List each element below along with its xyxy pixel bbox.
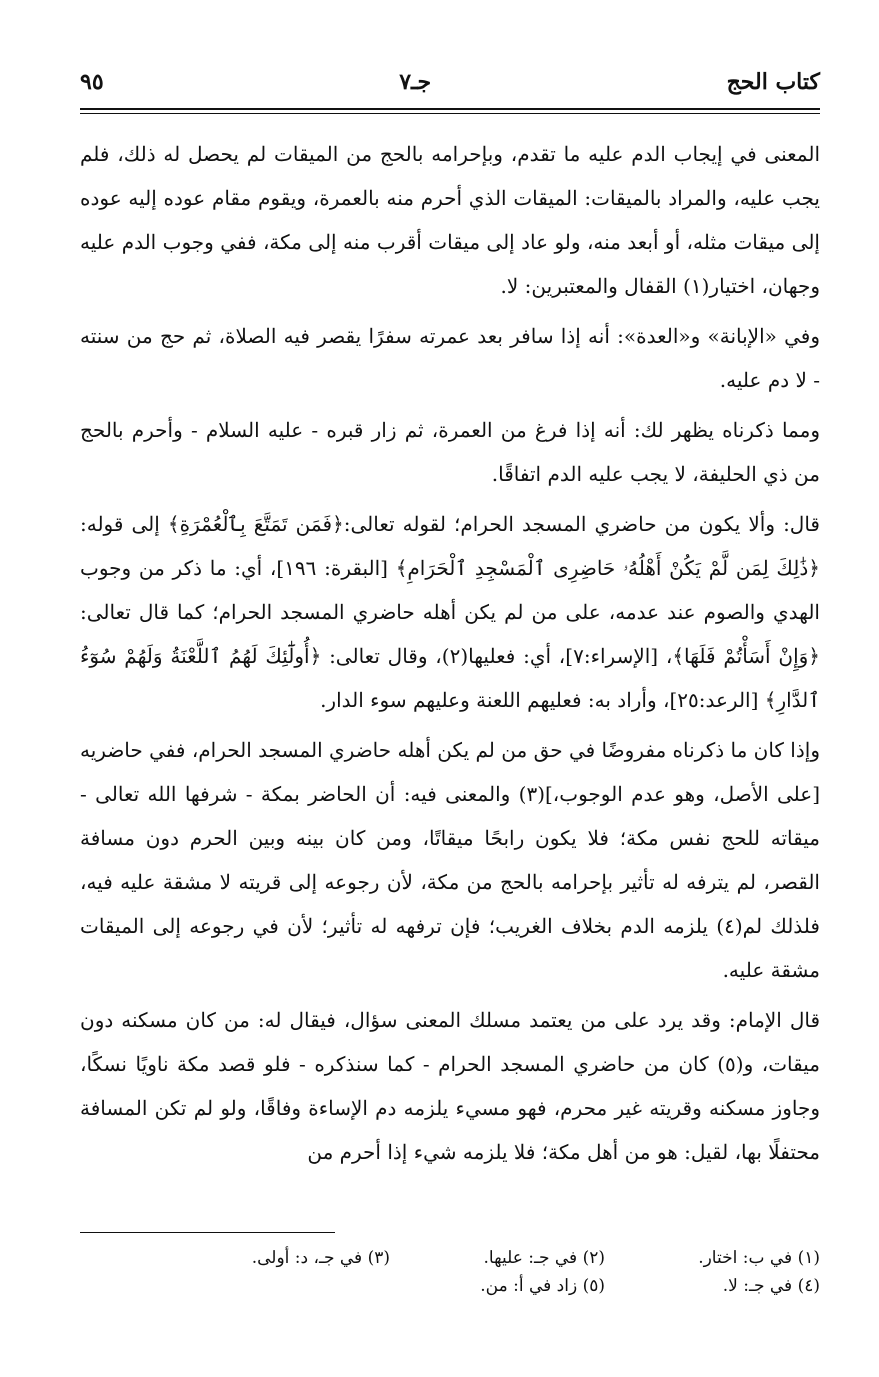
volume-label: جـ٧ [399, 69, 432, 95]
paragraph: وإذا كان ما ذكرناه مفروضًا في حق من لم يكن أهله حاضري المسجد الحرام، ففي حاضريه [على الأصل، وهو عدم الوجوب،](٣) والمعنى فيه: أن الحاضر بمكة - شرفها الله تعالى - ميقاته للحج نفس مكة؛ فلا يكون رابحًا ميقاتًا، ومن كان بينه وبين الحرم دون مسافة القصر، لم يترفه له تأثير بإحرامه بالحج من مكة، لأن رجوعه إلى قريته لا مشقة عليه فيه، فلذلك لم(٤) يلزمه الدم بخلاف الغريب؛ فإن ترفهه له تأثير؛ لأن في رجوعه إلى الميقات مشقة عليه. [80, 738, 821, 982]
book-page [80, 60, 820, 1180]
paragraph: المعنى في إيجاب الدم عليه ما تقدم، وبإحرامه بالحج من الميقات لم يحصل له ذلك، فلم يجب عليه، والمراد بالميقات: الميقات الذي أحرم منه بالعمرة، ويقوم مقام عوده إليه عوده إلى ميقات مثله، أو أبعد منه، ولو عاد إلى ميقات أقرب منه إلى مكة، ففي وجوب الدم عليه وجهان، اختيار(١) القفال والمعتبرين: لا. [80, 142, 820, 298]
header-rule [80, 108, 820, 110]
footnote: (٥) زاد في أ: من. [480, 1276, 605, 1296]
header-rule-thin [80, 113, 820, 114]
paragraph: ومما ذكرناه يظهر لك: أنه إذا فرغ من العمرة، ثم زار قبره - عليه السلام - وأحرم بالحج من ذي الحليفة، لا يجب عليه الدم اتفاقًا. [80, 418, 820, 486]
footnote: (٢) في جـ: عليها. [483, 1248, 605, 1268]
footnote-separator [80, 1232, 335, 1233]
paragraph: وفي «الإبانة» و«العدة»: أنه إذا سافر بعد عمرته سفرًا يقصر فيه الصلاة، ثم حج من سنته - لا دم عليه. [80, 324, 820, 392]
footnote: (٤) في جـ: لا. [722, 1276, 820, 1296]
footnote-row [80, 1244, 820, 1272]
page-number: ٩٥ [80, 69, 104, 95]
main-text [80, 132, 820, 1174]
running-header [80, 60, 820, 104]
paragraph: قال: وألا يكون من حاضري المسجد الحرام؛ لقوله تعالى:﴿فَمَن تَمَتَّعَ بِٱلْعُمْرَةِ﴾ إلى قوله: ﴿ذَٰلِكَ لِمَن لَّمْ يَكُنْ أَهْلُهُۥ حَاضِرِى ٱلْمَسْجِدِ ٱلْحَرَامِ﴾ [البقرة: ١٩٦]، أي: ما ذكر من وجوب الهدي والصوم عند عدمه، على من لم يكن أهله حاضري المسجد الحرام؛ كما قال تعالى: ﴿وَإِنْ أَسَأْتُمْ فَلَهَا﴾، [الإسراء:٧]، أي: فعليها(٢)، وقال تعالى: ﴿أُولَٰٓئِكَ لَهُمُ ٱللَّعْنَةُ وَلَهُمْ سُوٓءُ ٱلدَّارِ﴾ [الرعد:٢٥]، وأراد به: فعليهم اللعنة وعليهم سوء الدار. [80, 512, 821, 712]
footnote-row [80, 1272, 820, 1300]
footnote: (٣) في جـ، د: أولى. [251, 1248, 390, 1268]
book-title: كتاب الحج [726, 69, 820, 95]
paragraph: قال الإمام: وقد يرد على من يعتمد مسلك المعنى سؤال، فيقال له: من كان مسكنه دون ميقات، و(٥) كان من حاضري المسجد الحرام - كما سنذكره - فلو قصد مكة ناويًا نسكًا، وجاوز مسكنه وقريته غير محرم، فهو مسيء يلزمه دم الإساءة وفاقًا، ولو لم تكن المسافة محتفلًا بها، لقيل: هو من أهل مكة؛ فلا يلزمه شيء إذا أحرم من [80, 1008, 821, 1164]
footnote: (١) في ب: اختار. [698, 1248, 820, 1268]
footnotes [80, 1244, 820, 1300]
